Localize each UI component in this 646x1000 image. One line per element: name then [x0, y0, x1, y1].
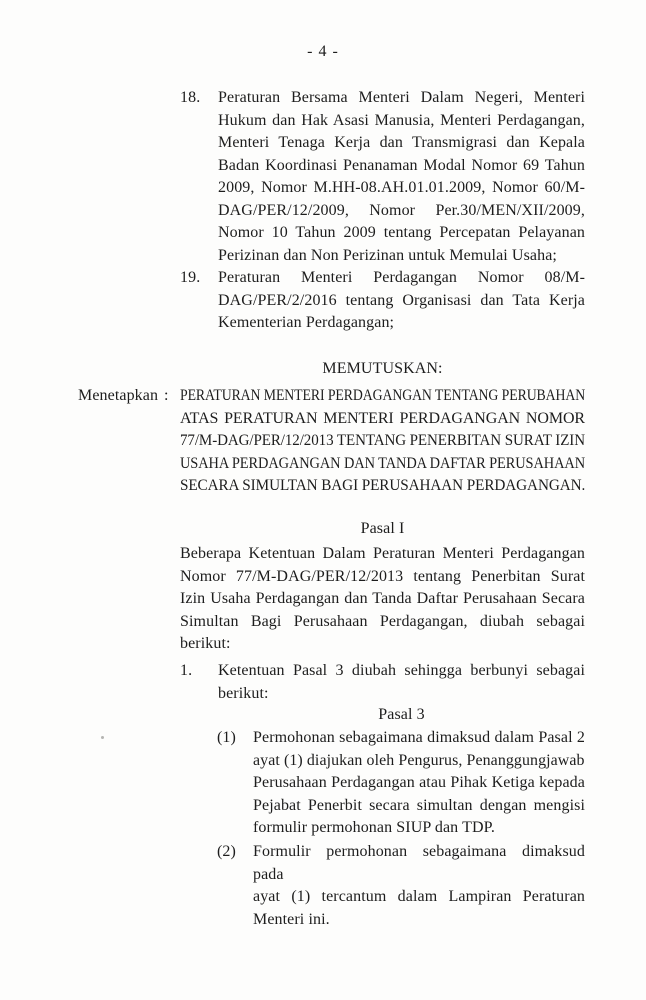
item-text — [218, 660, 585, 705]
text-line: berikut: — [180, 635, 231, 653]
text-line: Nomor 77/M-DAG/PER/12/2013 tentang Penerbitan Surat — [180, 567, 585, 585]
text-line: Menteri ini. — [253, 910, 330, 928]
clause-number: (1) — [217, 729, 236, 746]
text-line: USAHA PERDAGANGAN DAN TANDA DAFTAR PERUSAHAAN — [180, 454, 586, 472]
decision-colon: : — [164, 387, 169, 404]
legal-basis-item-19 — [180, 267, 585, 335]
text-line: Hukum dan Hak Asasi Manusia, Menteri Perdagangan, — [218, 111, 585, 129]
text-line: Perusahaan Perdagangan atau Pihak Ketiga kepada — [253, 774, 585, 792]
text-line: Badan Koordinasi Penanaman Modal Nomor 69 Tahun — [218, 156, 585, 174]
item-text — [218, 87, 585, 267]
clause-number: (2) — [217, 843, 236, 860]
text-line: ayat (1) tercantum dalam Lampiran Peraturan — [253, 888, 585, 906]
clause-text — [253, 841, 585, 931]
item-number: 19. — [180, 269, 201, 286]
legal-basis-item-18 — [180, 87, 585, 267]
text-line: ayat (1) diajukan oleh Pengurus, Penanggungjawab — [253, 751, 585, 769]
text-line: Menteri Tenaga Kerja dan Transmigrasi dan Kepala — [218, 134, 585, 152]
text-line: Simultan Bagi Perusahaan Perdagangan, diubah sebagai — [180, 612, 585, 630]
decision-text — [180, 385, 585, 498]
text-line: Izin Usaha Perdagangan dan Tanda Daftar Perusahaan Secara — [180, 590, 585, 608]
pasal-3-heading: Pasal 3 — [378, 706, 425, 723]
amendment-item-1 — [180, 660, 585, 705]
text-line: ATAS PERATURAN MENTERI PERDAGANGAN NOMOR — [180, 409, 585, 427]
text-line: 2009, Nomor M.HH-08.AH.01.01.2009, Nomor 60/M- — [218, 179, 585, 197]
text-line: DAG/PER/2/2016 tentang Organisasi dan Tata Kerja — [218, 291, 585, 309]
pasal-i-intro — [180, 543, 585, 656]
text-line: Formulir permohonan sebagaimana dimaksud pada — [253, 843, 585, 883]
clause-text — [253, 727, 585, 840]
text-line: Perizinan dan Non Perizinan untuk Memulai Usaha; — [218, 246, 557, 264]
item-text — [218, 267, 585, 335]
text-line: berikut: — [218, 684, 269, 702]
text-line: Peraturan Menteri Perdagangan Nomor 08/M- — [218, 269, 585, 286]
text-line: Beberapa Ketentuan Dalam Peraturan Menteri Perdagangan — [180, 545, 585, 562]
item-number: 1. — [180, 662, 193, 679]
text-line: Kementerian Perdagangan; — [218, 314, 395, 332]
text-line: PERATURAN MENTERI PERDAGANGAN TENTANG PERUBAHAN — [180, 387, 586, 404]
decision-label: Menetapkan — [78, 387, 159, 404]
clause-item-2 — [217, 841, 585, 931]
text-line: formulir permohonan SIUP dan TDP. — [253, 819, 495, 837]
text-line: SECARA SIMULTAN BAGI PERUSAHAAN PERDAGANGAN. — [180, 477, 586, 495]
text-line: 77/M-DAG/PER/12/2013 TENTANG PENERBITAN SURAT IZIN — [180, 432, 585, 450]
text-line: Ketentuan Pasal 3 diubah sehingga berbunyi sebagai — [218, 662, 585, 679]
text-line: DAG/PER/12/2009, Nomor Per.30/MEN/XII/2009, — [218, 201, 585, 219]
page-number: - 4 - — [307, 43, 339, 60]
clause-item-1 — [217, 727, 585, 840]
text-line: Permohonan sebagaimana dimaksud dalam Pasal 2 — [253, 729, 585, 746]
item-number: 18. — [180, 89, 201, 106]
text-line: Nomor 10 Tahun 2009 tentang Percepatan Pelayanan — [218, 224, 585, 242]
memutuskan-heading: MEMUTUSKAN: — [322, 360, 443, 377]
text-line: Peraturan Bersama Menteri Dalam Negeri, Menteri — [218, 89, 585, 106]
pasal-i-heading: Pasal I — [360, 520, 405, 537]
scan-artifact-dot — [101, 736, 104, 739]
text-line: Pejabat Penerbit secara simultan dengan mengisi — [253, 796, 585, 814]
